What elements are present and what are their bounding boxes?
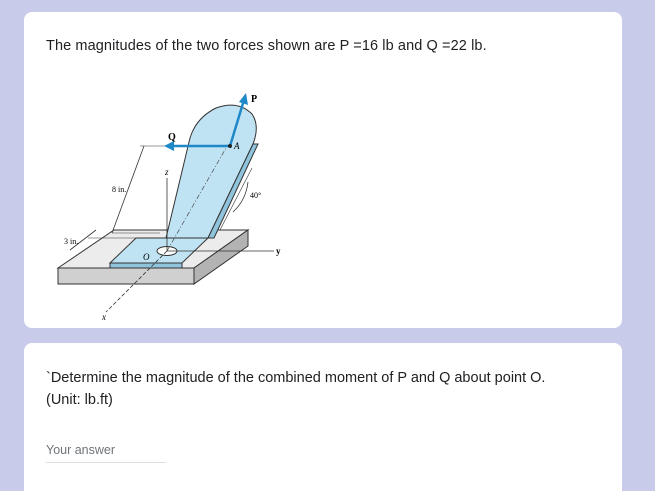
- label-x: x: [102, 312, 106, 322]
- label-3in: 3 in.: [64, 237, 79, 246]
- label-P: P: [251, 94, 258, 105]
- mechanics-figure: [48, 78, 281, 324]
- base-block-front: [58, 268, 194, 284]
- label-y: y: [276, 246, 281, 256]
- question-card-1: [24, 12, 622, 328]
- point-A: [228, 144, 232, 148]
- label-angle: 40°: [250, 191, 262, 200]
- label-A: A: [234, 141, 240, 151]
- question-prompt-line1: `Determine the magnitude of the combined moment of P and Q about point O.: [46, 370, 546, 386]
- answer-field[interactable]: [46, 438, 166, 463]
- question-text: The magnitudes of the two forces shown are P =16 lb and Q =22 lb.: [46, 38, 487, 54]
- answer-input[interactable]: [46, 438, 166, 462]
- question-prompt: [46, 367, 606, 411]
- question-card-2: [24, 343, 622, 491]
- base-plate-edge: [110, 263, 182, 268]
- label-O: O: [143, 252, 150, 262]
- label-8in: 8 in.: [112, 185, 127, 194]
- question-prompt-line2: (Unit: lb.ft): [46, 392, 113, 408]
- label-Q: Q: [168, 132, 176, 143]
- force-P-arrowhead: [239, 93, 248, 105]
- bracket-diagram: [48, 78, 281, 324]
- label-z: z: [165, 167, 169, 177]
